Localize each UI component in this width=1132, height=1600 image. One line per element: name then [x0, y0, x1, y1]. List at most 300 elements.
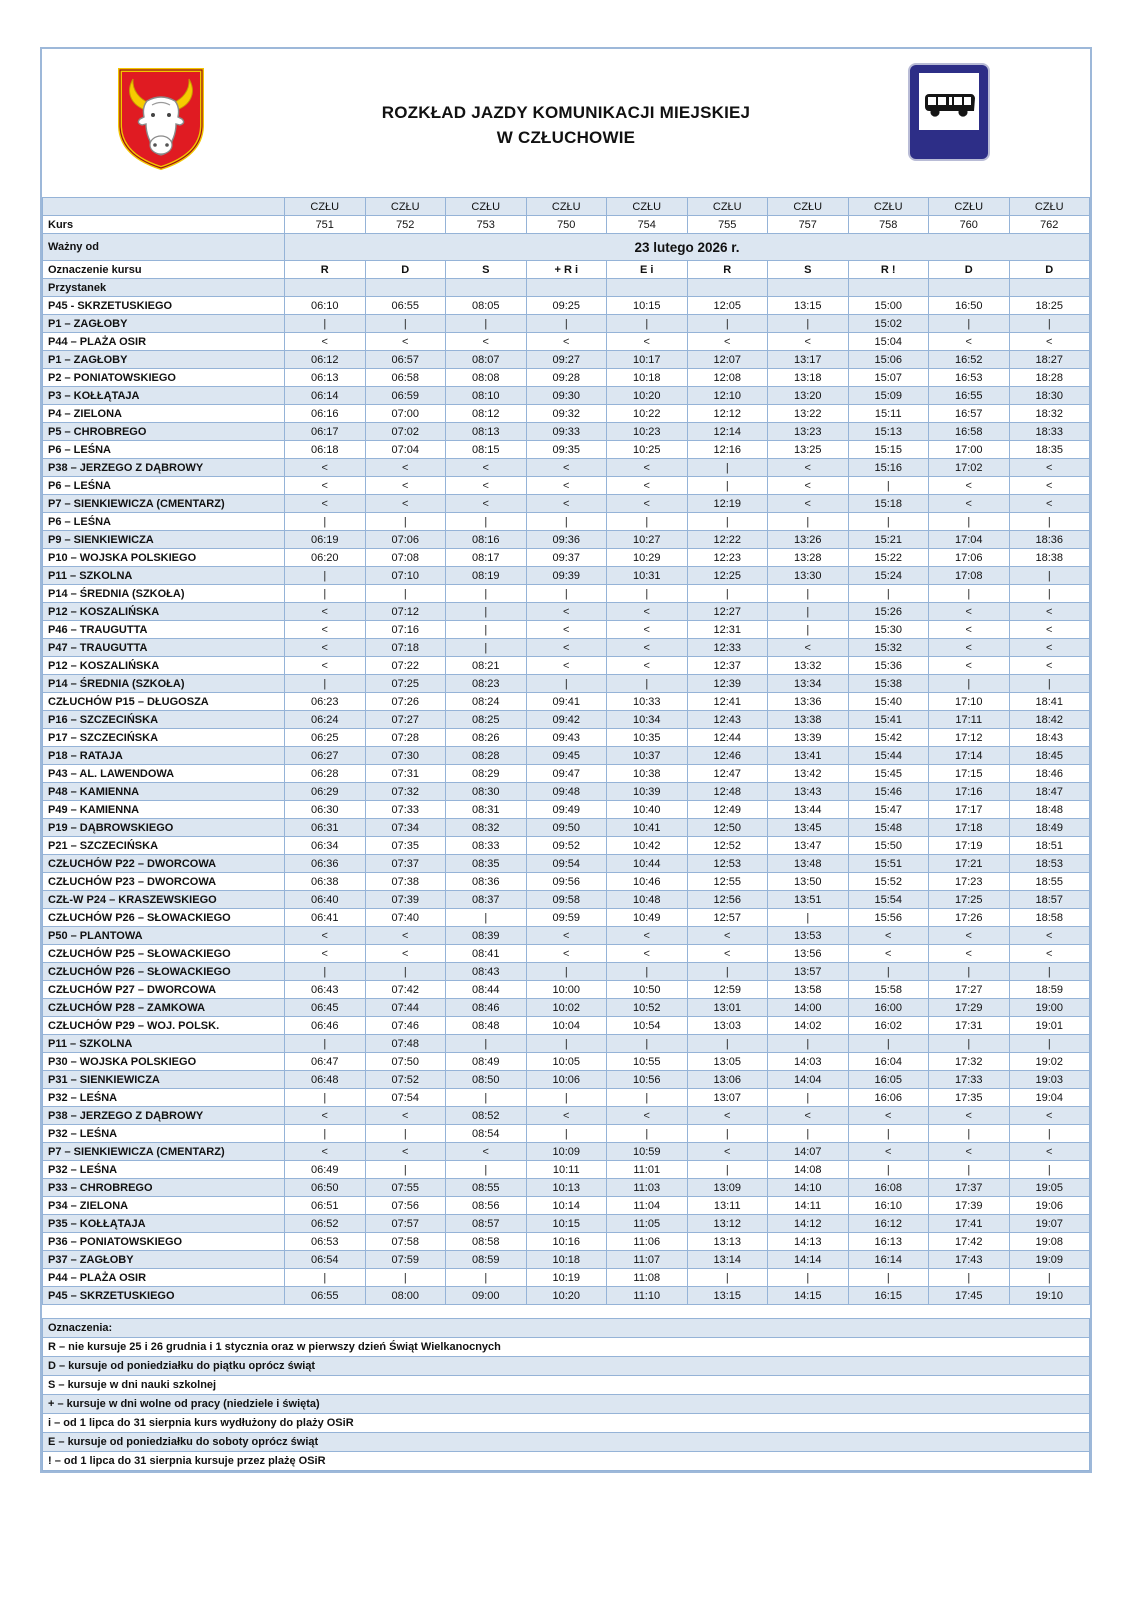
time-cell: 17:10 [929, 693, 1010, 711]
time-cell: 17:06 [929, 549, 1010, 567]
time-cell: 06:13 [285, 369, 366, 387]
stop-row [43, 585, 1090, 603]
kurs-number-cell: 755 [687, 216, 768, 234]
time-cell: 17:04 [929, 531, 1010, 549]
time-cell: | [446, 1089, 527, 1107]
stop-name-cell: P31 – SIENKIEWICZA [43, 1071, 285, 1089]
time-cell: | [768, 621, 849, 639]
empty-cell [526, 279, 607, 297]
time-cell: 10:39 [607, 783, 688, 801]
time-cell: 06:50 [285, 1179, 366, 1197]
bus-stop-sign-icon [908, 63, 990, 161]
time-cell: | [1009, 1161, 1090, 1179]
time-cell: < [285, 639, 366, 657]
time-cell: 18:48 [1009, 801, 1090, 819]
time-cell: 08:35 [446, 855, 527, 873]
time-cell: 10:02 [526, 999, 607, 1017]
time-cell: 13:26 [768, 531, 849, 549]
time-cell: | [929, 1269, 1010, 1287]
time-cell: 12:14 [687, 423, 768, 441]
stop-row [43, 1215, 1090, 1233]
stop-row [43, 297, 1090, 315]
time-cell: 07:39 [365, 891, 446, 909]
stop-row [43, 351, 1090, 369]
time-cell: | [365, 513, 446, 531]
time-cell: 10:55 [607, 1053, 688, 1071]
time-cell: 12:37 [687, 657, 768, 675]
stop-name-cell: P45 - SKRZETUSKIEGO [43, 297, 285, 315]
stop-name-cell: P21 – SZCZECIŃSKA [43, 837, 285, 855]
time-cell: 19:03 [1009, 1071, 1090, 1089]
kurs-label: Kurs [43, 216, 285, 234]
time-cell: | [929, 513, 1010, 531]
time-cell: 17:26 [929, 909, 1010, 927]
time-cell: 10:42 [607, 837, 688, 855]
time-cell: 18:35 [1009, 441, 1090, 459]
time-cell: 15:18 [848, 495, 929, 513]
time-cell: 10:20 [526, 1287, 607, 1305]
time-cell: 13:23 [768, 423, 849, 441]
time-cell: | [285, 513, 366, 531]
time-cell: 17:00 [929, 441, 1010, 459]
stop-name-cell: P6 – LEŚNA [43, 513, 285, 531]
time-cell: | [848, 585, 929, 603]
time-cell: 07:58 [365, 1233, 446, 1251]
time-cell: 12:46 [687, 747, 768, 765]
stop-row [43, 441, 1090, 459]
time-cell: | [446, 315, 527, 333]
table-legend-spacer [42, 1305, 1090, 1318]
time-cell: 10:18 [526, 1251, 607, 1269]
time-cell: 13:01 [687, 999, 768, 1017]
legend-item-text: ! – od 1 lipca do 31 sierpnia kursuje przez plażę OSiR [43, 1452, 1090, 1471]
time-cell: 10:33 [607, 693, 688, 711]
time-cell: < [1009, 1107, 1090, 1125]
time-cell: | [687, 1035, 768, 1053]
stop-row [43, 639, 1090, 657]
time-cell: 12:23 [687, 549, 768, 567]
time-cell: 06:45 [285, 999, 366, 1017]
time-cell: < [607, 639, 688, 657]
agency-cell: CZŁU [848, 198, 929, 216]
time-cell: 16:13 [848, 1233, 929, 1251]
stop-name-cell: P45 – SKRZETUSKIEGO [43, 1287, 285, 1305]
stop-name-cell: P14 – ŚREDNIA (SZKOŁA) [43, 585, 285, 603]
time-cell: 08:23 [446, 675, 527, 693]
time-cell: | [1009, 1035, 1090, 1053]
time-cell: 08:07 [446, 351, 527, 369]
time-cell: < [446, 459, 527, 477]
time-cell: 19:05 [1009, 1179, 1090, 1197]
time-cell: 09:59 [526, 909, 607, 927]
stop-name-cell: P1 – ZAGŁOBY [43, 315, 285, 333]
agency-cell: CZŁU [607, 198, 688, 216]
time-cell: 10:05 [526, 1053, 607, 1071]
time-cell: 08:56 [446, 1197, 527, 1215]
time-cell: 08:17 [446, 549, 527, 567]
time-cell: 17:18 [929, 819, 1010, 837]
time-cell: 08:24 [446, 693, 527, 711]
time-cell: 10:18 [607, 369, 688, 387]
time-cell: 06:51 [285, 1197, 366, 1215]
time-cell: 19:07 [1009, 1215, 1090, 1233]
time-cell: < [687, 945, 768, 963]
time-cell: 19:10 [1009, 1287, 1090, 1305]
time-cell: 16:55 [929, 387, 1010, 405]
time-cell: 12:31 [687, 621, 768, 639]
time-cell: 16:50 [929, 297, 1010, 315]
time-cell: 13:17 [768, 351, 849, 369]
time-cell: 07:22 [365, 657, 446, 675]
time-cell: 17:41 [929, 1215, 1010, 1233]
time-cell: 13:44 [768, 801, 849, 819]
stop-name-cell: CZŁUCHÓW P27 – DWORCOWA [43, 981, 285, 999]
time-cell: 08:59 [446, 1251, 527, 1269]
time-cell: < [285, 333, 366, 351]
time-cell: < [929, 1143, 1010, 1161]
time-cell: | [285, 1125, 366, 1143]
stop-name-cell: P36 – PONIATOWSKIEGO [43, 1233, 285, 1251]
stop-row [43, 747, 1090, 765]
time-cell: 14:07 [768, 1143, 849, 1161]
time-cell: 08:29 [446, 765, 527, 783]
time-cell: 12:07 [687, 351, 768, 369]
time-cell: 10:46 [607, 873, 688, 891]
time-cell: 15:58 [848, 981, 929, 999]
stop-row [43, 567, 1090, 585]
stop-name-cell: P50 – PLANTOWA [43, 927, 285, 945]
time-cell: 08:49 [446, 1053, 527, 1071]
time-cell: 15:30 [848, 621, 929, 639]
time-cell: 15:48 [848, 819, 929, 837]
time-cell: | [687, 1269, 768, 1287]
time-cell: 15:38 [848, 675, 929, 693]
time-cell: 10:00 [526, 981, 607, 999]
stop-row [43, 333, 1090, 351]
time-cell: < [607, 477, 688, 495]
time-cell: 16:15 [848, 1287, 929, 1305]
time-cell: 08:43 [446, 963, 527, 981]
time-cell: 19:09 [1009, 1251, 1090, 1269]
time-cell: | [768, 585, 849, 603]
time-cell: | [365, 1161, 446, 1179]
time-cell: 10:29 [607, 549, 688, 567]
time-cell: < [687, 1107, 768, 1125]
time-cell: 08:52 [446, 1107, 527, 1125]
time-cell: 10:23 [607, 423, 688, 441]
stop-row [43, 909, 1090, 927]
time-cell: | [687, 1125, 768, 1143]
agency-cell: CZŁU [365, 198, 446, 216]
time-cell: 18:58 [1009, 909, 1090, 927]
time-cell: 09:58 [526, 891, 607, 909]
kurs-number-cell: 758 [848, 216, 929, 234]
course-symbols-row [43, 261, 1090, 279]
time-cell: | [365, 1125, 446, 1143]
time-cell: 17:35 [929, 1089, 1010, 1107]
stop-name-cell: P17 – SZCZECIŃSKA [43, 729, 285, 747]
time-cell: < [365, 477, 446, 495]
time-cell: 06:20 [285, 549, 366, 567]
stop-name-cell: P1 – ZAGŁOBY [43, 351, 285, 369]
time-cell: 10:17 [607, 351, 688, 369]
time-cell: 07:50 [365, 1053, 446, 1071]
agency-cell: CZŁU [526, 198, 607, 216]
time-cell: 13:13 [687, 1233, 768, 1251]
time-cell: 07:59 [365, 1251, 446, 1269]
stop-row [43, 657, 1090, 675]
time-cell: | [768, 909, 849, 927]
agency-cell: CZŁU [929, 198, 1010, 216]
time-cell: 10:15 [607, 297, 688, 315]
time-cell: 10:16 [526, 1233, 607, 1251]
time-cell: 06:43 [285, 981, 366, 999]
time-cell: | [446, 909, 527, 927]
time-cell: 09:48 [526, 783, 607, 801]
time-cell: 15:26 [848, 603, 929, 621]
time-cell: 08:36 [446, 873, 527, 891]
stop-row [43, 621, 1090, 639]
time-cell: 18:57 [1009, 891, 1090, 909]
time-cell: 06:23 [285, 693, 366, 711]
stop-row [43, 963, 1090, 981]
stop-row [43, 891, 1090, 909]
time-cell: 14:03 [768, 1053, 849, 1071]
stop-name-cell: P48 – KAMIENNA [43, 783, 285, 801]
stop-row [43, 495, 1090, 513]
time-cell: 12:16 [687, 441, 768, 459]
time-cell: 07:34 [365, 819, 446, 837]
time-cell: 06:12 [285, 351, 366, 369]
time-cell: 18:41 [1009, 693, 1090, 711]
time-cell: | [446, 621, 527, 639]
stop-name-cell: CZŁUCHÓW P26 – SŁOWACKIEGO [43, 909, 285, 927]
empty-cell [848, 279, 929, 297]
stop-name-cell: P38 – JERZEGO Z DĄBROWY [43, 459, 285, 477]
stop-row [43, 783, 1090, 801]
time-cell: 13:15 [687, 1287, 768, 1305]
time-cell: 08:31 [446, 801, 527, 819]
time-cell: 12:49 [687, 801, 768, 819]
time-cell: 09:47 [526, 765, 607, 783]
time-cell: 15:09 [848, 387, 929, 405]
time-cell: 15:52 [848, 873, 929, 891]
legend-item-text: R – nie kursuje 25 i 26 grudnia i 1 stycznia oraz w pierwszy dzień Świąt Wielkanocnych [43, 1338, 1090, 1357]
time-cell: 06:27 [285, 747, 366, 765]
time-cell: | [446, 1269, 527, 1287]
stop-name-cell: CZŁUCHÓW P25 – SŁOWACKIEGO [43, 945, 285, 963]
stop-name-cell: P14 – ŚREDNIA (SZKOŁA) [43, 675, 285, 693]
time-cell: 15:04 [848, 333, 929, 351]
time-cell: | [526, 513, 607, 531]
time-cell: < [929, 603, 1010, 621]
time-cell: 08:26 [446, 729, 527, 747]
time-cell: < [446, 477, 527, 495]
time-cell: 08:00 [365, 1287, 446, 1305]
time-cell: 07:08 [365, 549, 446, 567]
time-cell: 12:50 [687, 819, 768, 837]
time-cell: | [607, 513, 688, 531]
time-cell: | [446, 585, 527, 603]
time-cell: 13:25 [768, 441, 849, 459]
time-cell: 17:12 [929, 729, 1010, 747]
stop-row [43, 531, 1090, 549]
time-cell: 06:52 [285, 1215, 366, 1233]
time-cell: < [607, 927, 688, 945]
legend-item-text: i – od 1 lipca do 31 sierpnia kurs wydłużony do plaży OSiR [43, 1414, 1090, 1433]
time-cell: 09:43 [526, 729, 607, 747]
time-cell: 10:48 [607, 891, 688, 909]
time-cell: 10:35 [607, 729, 688, 747]
time-cell: 13:28 [768, 549, 849, 567]
legend-item [43, 1357, 1090, 1376]
time-cell: 17:27 [929, 981, 1010, 999]
time-cell: 06:29 [285, 783, 366, 801]
time-cell: | [768, 1089, 849, 1107]
time-cell: 06:16 [285, 405, 366, 423]
time-cell: < [1009, 1143, 1090, 1161]
time-cell: 09:45 [526, 747, 607, 765]
time-cell: < [526, 333, 607, 351]
time-cell: 12:48 [687, 783, 768, 801]
time-cell: < [526, 639, 607, 657]
time-cell: < [607, 495, 688, 513]
time-cell: 09:30 [526, 387, 607, 405]
time-cell: 14:11 [768, 1197, 849, 1215]
stop-name-cell: P34 – ZIELONA [43, 1197, 285, 1215]
stop-name-cell: P49 – KAMIENNA [43, 801, 285, 819]
time-cell: < [285, 477, 366, 495]
stop-row [43, 855, 1090, 873]
time-cell: 10:49 [607, 909, 688, 927]
time-cell: 09:36 [526, 531, 607, 549]
stop-name-cell: P7 – SIENKIEWICZA (CMENTARZ) [43, 495, 285, 513]
time-cell: 08:30 [446, 783, 527, 801]
time-cell: 12:43 [687, 711, 768, 729]
time-cell: 13:45 [768, 819, 849, 837]
stop-row [43, 1161, 1090, 1179]
time-cell: 10:34 [607, 711, 688, 729]
time-cell: | [365, 585, 446, 603]
stop-name-cell: P12 – KOSZALIŃSKA [43, 657, 285, 675]
time-cell: 10:04 [526, 1017, 607, 1035]
time-cell: < [365, 927, 446, 945]
time-cell: 07:57 [365, 1215, 446, 1233]
kurs-number-cell: 752 [365, 216, 446, 234]
time-cell: 08:15 [446, 441, 527, 459]
time-cell: 08:50 [446, 1071, 527, 1089]
time-cell: 13:47 [768, 837, 849, 855]
time-cell: | [285, 963, 366, 981]
time-cell: 14:08 [768, 1161, 849, 1179]
time-cell: 12:56 [687, 891, 768, 909]
time-cell: | [285, 567, 366, 585]
time-cell: < [526, 657, 607, 675]
time-cell: 10:09 [526, 1143, 607, 1161]
time-cell: 17:02 [929, 459, 1010, 477]
stop-row [43, 1287, 1090, 1305]
time-cell: 17:11 [929, 711, 1010, 729]
legend-item [43, 1414, 1090, 1433]
time-cell: | [365, 963, 446, 981]
time-cell: 16:00 [848, 999, 929, 1017]
time-cell: | [446, 1161, 527, 1179]
time-cell: 15:21 [848, 531, 929, 549]
time-cell: | [929, 1035, 1010, 1053]
time-cell: 07:10 [365, 567, 446, 585]
time-cell: 15:16 [848, 459, 929, 477]
time-cell: 17:17 [929, 801, 1010, 819]
time-cell: | [607, 963, 688, 981]
time-cell: | [285, 1089, 366, 1107]
stop-row [43, 927, 1090, 945]
time-cell: 08:12 [446, 405, 527, 423]
stop-row [43, 549, 1090, 567]
time-cell: 14:15 [768, 1287, 849, 1305]
time-cell: < [929, 477, 1010, 495]
stop-name-cell: P7 – SIENKIEWICZA (CMENTARZ) [43, 1143, 285, 1161]
time-cell: | [526, 1125, 607, 1143]
time-cell: < [768, 639, 849, 657]
time-cell: < [768, 477, 849, 495]
time-cell: 07:28 [365, 729, 446, 747]
time-cell: 10:20 [607, 387, 688, 405]
time-cell: 07:54 [365, 1089, 446, 1107]
time-cell: 18:46 [1009, 765, 1090, 783]
time-cell: < [446, 1143, 527, 1161]
time-cell: 07:00 [365, 405, 446, 423]
time-cell: 15:44 [848, 747, 929, 765]
stop-name-cell: P30 – WOJSKA POLSKIEGO [43, 1053, 285, 1071]
time-cell: | [848, 513, 929, 531]
stop-name-cell: CZŁUCHÓW P26 – SŁOWACKIEGO [43, 963, 285, 981]
time-cell: 08:37 [446, 891, 527, 909]
time-cell: | [929, 315, 1010, 333]
page-title-line2: W CZŁUCHOWIE [496, 127, 636, 147]
time-cell: 19:08 [1009, 1233, 1090, 1251]
time-cell: < [929, 621, 1010, 639]
course-symbol-cell: E i [607, 261, 688, 279]
time-cell: < [285, 657, 366, 675]
time-cell: < [446, 333, 527, 351]
stop-row [43, 1197, 1090, 1215]
time-cell: < [365, 495, 446, 513]
time-cell: 10:25 [607, 441, 688, 459]
time-cell: 07:02 [365, 423, 446, 441]
stop-row [43, 1233, 1090, 1251]
time-cell: 17:32 [929, 1053, 1010, 1071]
course-symbol-cell: R ! [848, 261, 929, 279]
time-cell: < [929, 1107, 1010, 1125]
time-cell: 13:38 [768, 711, 849, 729]
time-cell: 08:25 [446, 711, 527, 729]
time-cell: 13:41 [768, 747, 849, 765]
time-cell: 09:42 [526, 711, 607, 729]
time-cell: 15:36 [848, 657, 929, 675]
time-cell: 08:10 [446, 387, 527, 405]
time-cell: 08:21 [446, 657, 527, 675]
stop-row [43, 945, 1090, 963]
time-cell: 12:08 [687, 369, 768, 387]
time-cell: 19:04 [1009, 1089, 1090, 1107]
time-cell: 12:57 [687, 909, 768, 927]
agency-cell: CZŁU [768, 198, 849, 216]
time-cell: 15:06 [848, 351, 929, 369]
time-cell: | [687, 477, 768, 495]
time-cell: 10:41 [607, 819, 688, 837]
time-cell: 09:50 [526, 819, 607, 837]
time-cell: 15:32 [848, 639, 929, 657]
